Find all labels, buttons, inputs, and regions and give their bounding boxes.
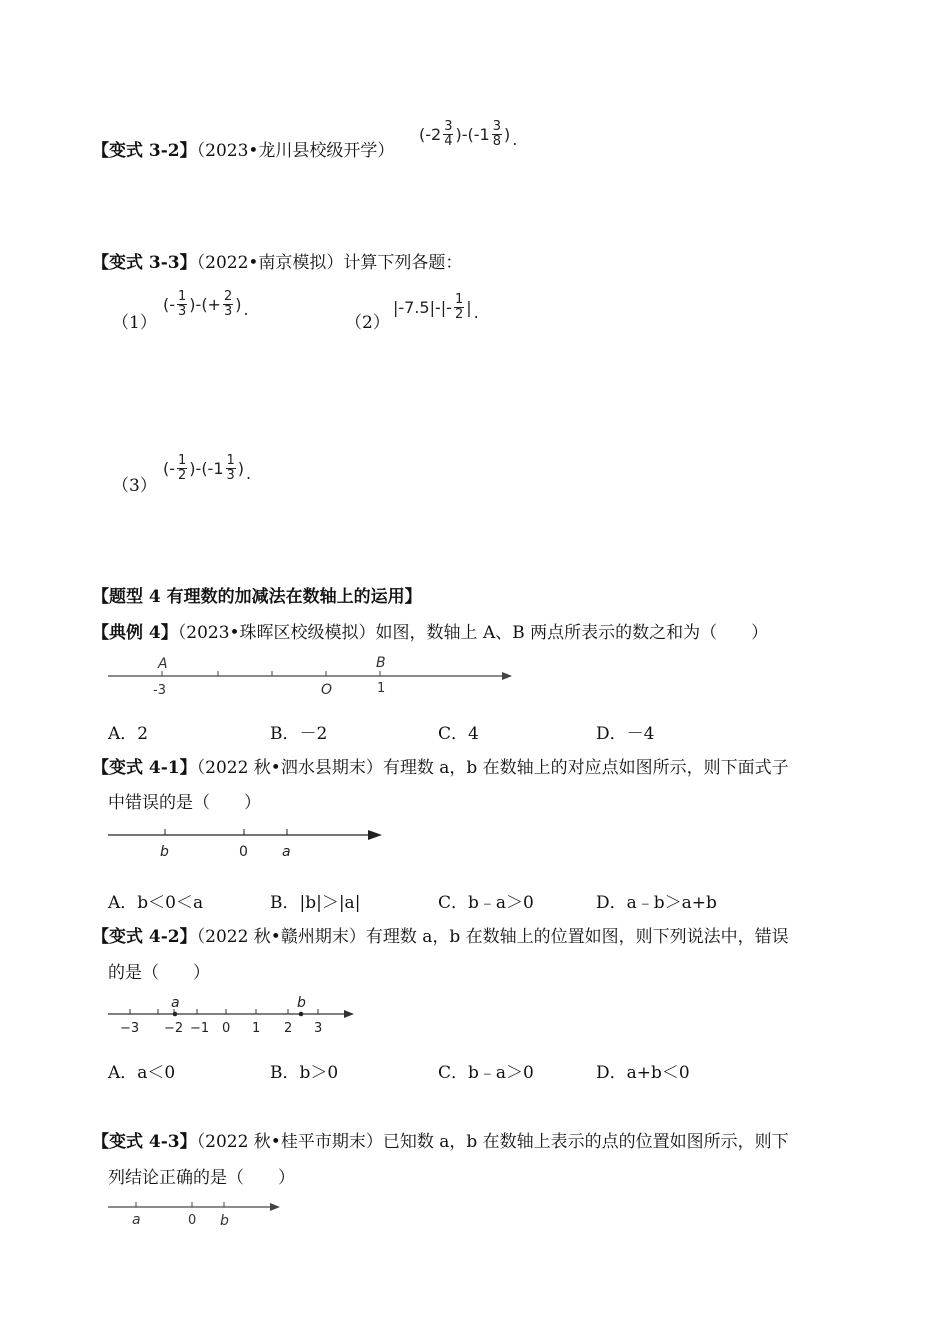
v43-label-a: a: [132, 1212, 141, 1228]
v33-p2-expression: |-7.5|-|- $\frac{1}{2}$ | .: [393, 292, 479, 322]
ex4-label-O: O: [321, 682, 333, 698]
ex4-line: [92, 622, 768, 644]
topic4-title: 【题型 4 有理数的加减法在数轴上的运用】: [92, 587, 422, 607]
v43-label-b: b: [220, 1213, 229, 1229]
v43-label: 【变式 4-3】: [92, 1132, 197, 1152]
ex4-option-c[interactable]: C．4: [438, 724, 479, 744]
v42-line1: [92, 926, 789, 948]
v41-text1: （2022 秋•泗水县期末）有理数 a，b 在数轴上的对应点如图所示，则下面式子: [196, 758, 789, 778]
v43-text2: 列结论正确的是（ ）: [108, 1168, 295, 1188]
v41-line1: [92, 757, 789, 779]
v33-line: [92, 252, 462, 274]
v33-p3-expression: (- $\frac{1}{2}$ )-(-1 $\frac{1}{3}$ ) .: [163, 453, 252, 483]
v42-number-line: [100, 994, 370, 1038]
v42-text1: （2022 秋•赣州期末）有理数 a，b 在数轴上的位置如图，则下列说法中，错误: [196, 927, 789, 947]
v33-p1-index: （1）: [112, 313, 157, 333]
v33-p3-index: （3）: [112, 476, 157, 496]
v43-number-line: [100, 1196, 300, 1230]
v33-source: （2022•南京模拟）计算下列各题：: [196, 253, 463, 273]
v42-point-b: b: [297, 995, 306, 1011]
v43-line1: [92, 1131, 789, 1153]
v43-label-0: 0: [188, 1213, 197, 1228]
v33-label: 【变式 3-3】: [92, 253, 197, 273]
v42-tick-minus2: −2: [164, 1021, 184, 1036]
ex4-text: （2023•珠晖区校级模拟）如图，数轴上 A、B 两点所表示的数之和为（ ）: [177, 623, 769, 643]
v41-label-a: a: [282, 844, 291, 860]
v33-p2-index: （2）: [345, 313, 390, 333]
v43-text1: （2022 秋•桂平市期末）已知数 a，b 在数轴上表示的点的位置如图所示，则下: [196, 1132, 789, 1152]
v32-label: 【变式 3-2】: [92, 141, 197, 161]
v41-text2: 中错误的是（ ）: [108, 793, 261, 813]
ex4-label: 【典例 4】: [92, 623, 178, 643]
v41-number-line: [100, 822, 400, 862]
v32-expression: (-2 $\frac{3}{4}$ )-(-1 $\frac{3}{8}$ ) .: [419, 119, 518, 149]
ex4-point-B: B: [376, 655, 386, 671]
v42-option-a[interactable]: A．a＜0: [108, 1063, 176, 1083]
v32-source: （2023•龙川县校级开学）: [196, 141, 395, 161]
v42-option-b[interactable]: B．b＞0: [270, 1063, 339, 1083]
v42-label: 【变式 4-2】: [92, 927, 197, 947]
v41-option-a[interactable]: A．b＜0＜a: [108, 893, 204, 913]
ex4-label-1: 1: [377, 681, 386, 696]
v33-p1-expression: (- $\frac{1}{3}$ )-(+ $\frac{2}{3}$ ) .: [163, 289, 249, 319]
ex4-number-line: [100, 650, 520, 700]
v32-line: [92, 140, 394, 162]
ex4-option-d[interactable]: D．－4: [596, 724, 655, 744]
v42-tick-minus3: −3: [120, 1021, 140, 1036]
v42-text2: 的是（ ）: [108, 963, 210, 983]
v42-tick-3: 3: [314, 1021, 323, 1036]
v42-option-c[interactable]: C．b﹣a＞0: [438, 1063, 534, 1083]
v42-tick-0: 0: [222, 1021, 231, 1036]
v41-option-b[interactable]: B．|b|＞|a|: [270, 893, 361, 913]
v41-label: 【变式 4-1】: [92, 758, 197, 778]
ex4-option-a[interactable]: A．2: [108, 724, 149, 744]
v42-option-d[interactable]: D．a+b＜0: [596, 1063, 690, 1083]
v41-label-b: b: [160, 844, 169, 860]
v42-tick-1: 1: [252, 1021, 261, 1036]
v42-tick-minus1: −1: [190, 1021, 210, 1036]
v41-label-0: 0: [239, 844, 248, 860]
v41-option-d[interactable]: D．a﹣b＞a+b: [596, 893, 717, 913]
ex4-point-A: A: [158, 656, 168, 672]
ex4-option-b[interactable]: B．－2: [270, 724, 328, 744]
ex4-label-minus3: -3: [153, 683, 166, 698]
v42-point-a: a: [171, 995, 180, 1011]
v42-tick-2: 2: [284, 1021, 293, 1036]
v41-option-c[interactable]: C．b﹣a＞0: [438, 893, 534, 913]
